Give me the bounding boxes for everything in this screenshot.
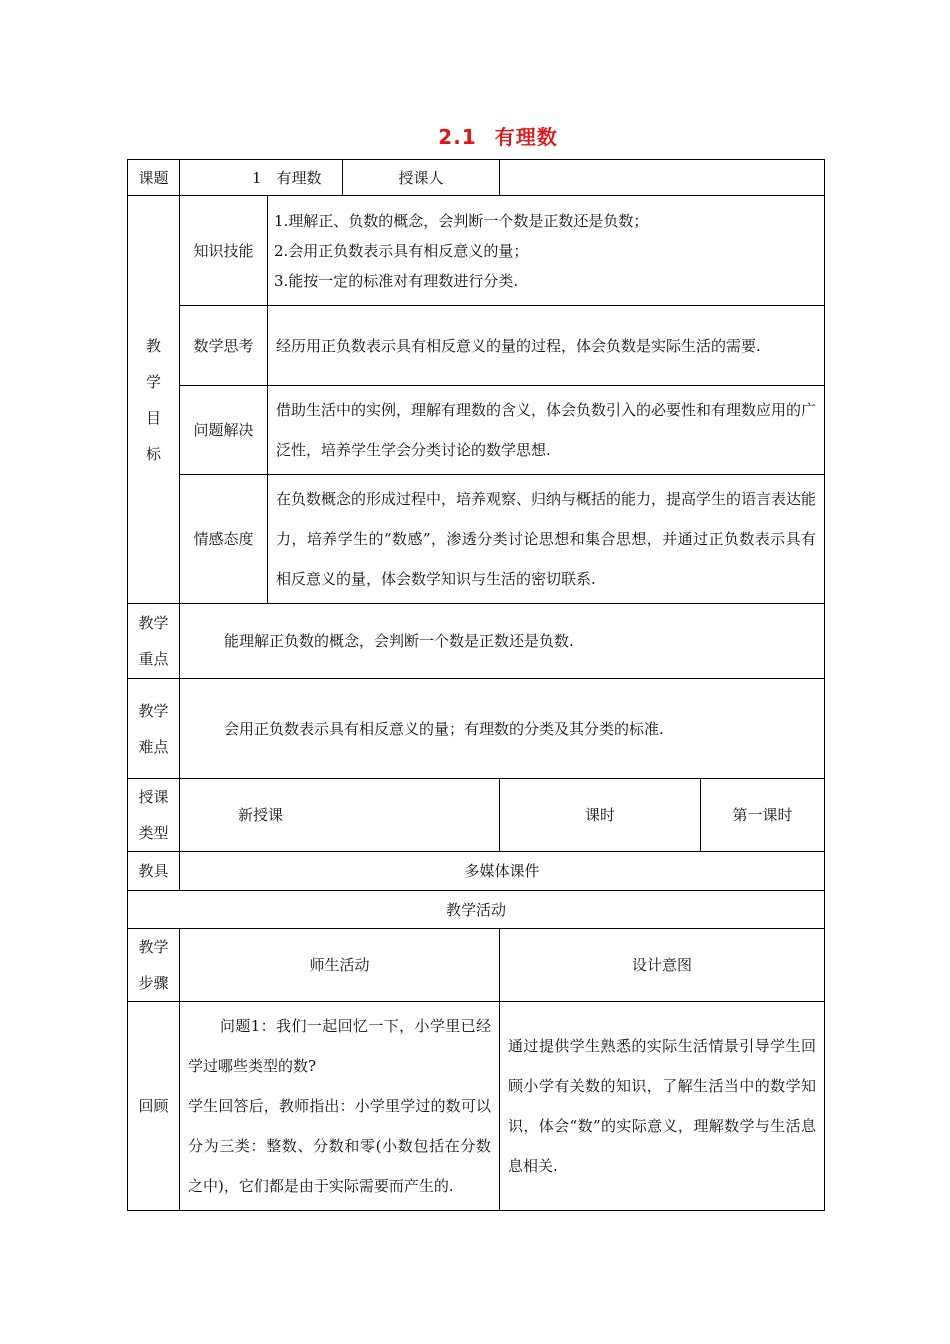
review-activity [180, 1002, 500, 1211]
knowledge-item: 3.能按一定的标准对有理数进行分类. [274, 271, 519, 290]
lesson-type-value: 新授课 [180, 779, 500, 852]
knowledge-label: 知识技能 [180, 196, 268, 306]
activities-heading: 教学活动 [128, 891, 825, 929]
key-point-row [128, 604, 825, 679]
title-text: 有理数 [494, 125, 558, 149]
key-point-label: 教学 重点 [128, 604, 180, 679]
knowledge-item: 1.理解正、负数的概念，会判断一个数是正数还是负数； [274, 211, 649, 230]
review-answer: 学生回答后，教师指出：小学里学过的数可以分为三类：整数、分数和零(小数包括在分数之中)，它们都是由于实际需要而产生的. [188, 1097, 491, 1195]
steps-label: 教学 步骤 [128, 929, 180, 1002]
col-activity-header: 师生活动 [180, 929, 500, 1002]
review-design: 通过提供学生熟悉的实际生活情景引导学生回顾小学有关数的知识，了解生活当中的数学知识，体会“数”的实际意义，理解数学与生活息息相关. [500, 1002, 825, 1211]
title-number: 2.1 [438, 125, 477, 149]
knowledge-items [268, 196, 825, 306]
objectives-label: 教 学 目 标 [128, 196, 180, 604]
lesson-type-label: 授课 类型 [128, 779, 180, 852]
problem-label: 问题解决 [180, 386, 268, 475]
activities-heading-row [128, 891, 825, 929]
topic-label: 课题 [128, 160, 180, 196]
difficulty-row [128, 679, 825, 779]
review-question: 问题1：我们一起回忆一下，小学里已经学过哪些类型的数? [188, 1017, 491, 1075]
period-label: 课时 [500, 779, 701, 852]
attitude-label: 情感态度 [180, 475, 268, 604]
key-point-text: 能理解正负数的概念，会判断一个数是正数还是负数. [180, 604, 825, 679]
difficulty-label: 教学 难点 [128, 679, 180, 779]
problem-text: 借助生活中的实例，理解有理数的含义，体会负数引入的必要性和有理数应用的广泛性，培养学生学会分类讨论的数学思想. [268, 386, 825, 475]
page-title [0, 121, 950, 150]
difficulty-text: 会用正负数表示具有相反意义的量；有理数的分类及其分类的标准. [180, 679, 825, 779]
thinking-label: 数学思考 [180, 306, 268, 386]
col-design-header: 设计意图 [500, 929, 825, 1002]
review-label: 回顾 [128, 1002, 180, 1211]
objective-knowledge-row [128, 196, 825, 306]
lesson-plan-table [127, 159, 825, 1211]
objective-thinking-row [128, 306, 825, 386]
teacher-label: 授课人 [343, 160, 500, 196]
period-value: 第一课时 [701, 779, 825, 852]
knowledge-item: 2.会用正负数表示具有相反意义的量； [274, 241, 529, 260]
thinking-text: 经历用正负数表示具有相反意义的量的过程，体会负数是实际生活的需要. [268, 306, 825, 386]
topic-value: 1 有理数 [180, 160, 343, 196]
tools-label: 教具 [128, 852, 180, 891]
teacher-value [500, 160, 825, 196]
steps-header-row [128, 929, 825, 1002]
attitude-text: 在负数概念的形成过程中，培养观察、归纳与概括的能力，提高学生的语言表达能力，培养学生的“数感”，渗透分类讨论思想和集合思想，并通过正负数表示具有相反意义的量，体会数学知识与生活的密切联系. [268, 475, 825, 604]
lesson-type-row [128, 779, 825, 852]
objective-problem-row [128, 386, 825, 475]
tools-value: 多媒体课件 [180, 852, 825, 891]
review-row [128, 1002, 825, 1211]
tools-row [128, 852, 825, 891]
objective-attitude-row [128, 475, 825, 604]
topic-row [128, 160, 825, 196]
